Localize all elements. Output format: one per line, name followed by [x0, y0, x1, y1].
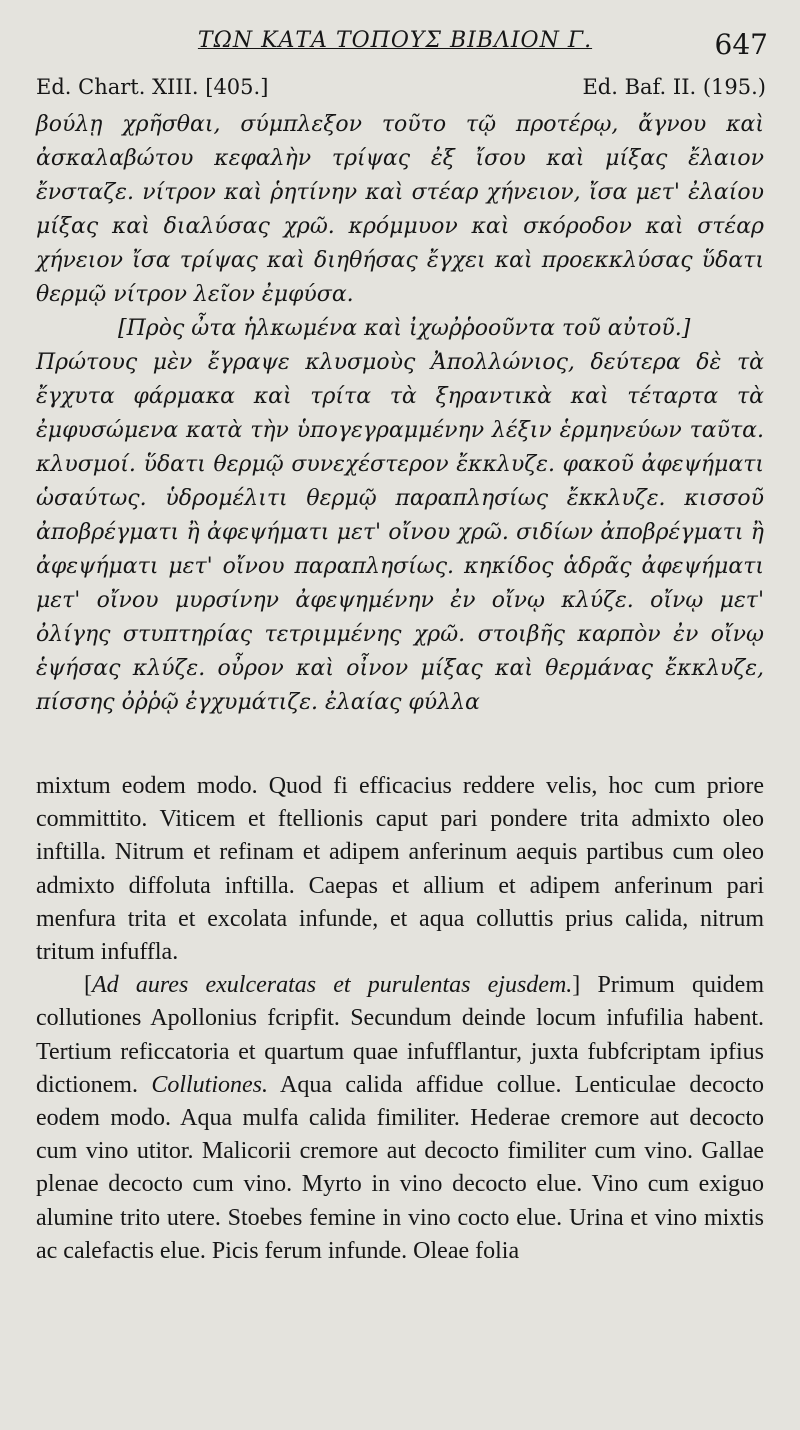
latin-heading-bracket: ]: [572, 972, 581, 999]
latin-heading-bracket: [: [84, 972, 92, 999]
latin-subheading: Collutiones.: [151, 1071, 268, 1098]
greek-paragraph: Πρώτους μὲν ἔγραψε κλυσμοὺς Ἀπολλώνιος, δεύτερα δὲ τὰ ἔγχυτα φάρμακα καὶ τρίτα τὰ ξηραντικὰ καὶ τέταρτα τὰ ἐμφυσώμενα κατὰ τὴν ὑπογεγραμμένην λέξιν ἑρμηνεύων ταῦτα. κλυσμοί. ὕδατι θερμῷ συνεχέστερον ἔκκλυζε. φακοῦ ἀφεψήματι ὡσαύτως. ὑδρομέλιτι θερμῷ παραπλησίως ἔκκλυζε. κισσοῦ ἀποβρέγματι ἢ ἀφεψήματι μετ' οἴνου χρῶ. σιδίων ἀποβρέγματι ἢ ἀφεψήματι μετ' οἴνου παραπλησίως. κηκίδος ἁδρᾶς ἀφεψήματι μετ' οἴνου μυρσίνην ἀφεψημένην ἐν οἴνῳ κλύζε. οἴνῳ μετ' ὀλίγης στυπτηρίας τετριμμένης χρῶ. στοιβῆς καρπὸν ἐν οἴνῳ ἑψήσας κλύζε. οὖρον καὶ οἶνον μίξας καὶ θερμάνας ἔκκλυζε, πίσσης ὀῤῥῷ ἐγχυμάτιζε. ἐλαίας φύλλα: [36, 350, 764, 715]
latin-section-heading: Ad aures exulceratas et purulentas ejusdem.: [92, 972, 573, 999]
chartier-edition-reference: Ed. Chart. XIII. [405.]: [36, 75, 269, 99]
latin-paragraph: [36, 969, 764, 1268]
greek-text-block: [36, 108, 764, 720]
latin-text-run: Primum quidem collutiones Apollonius fcripfit. Secundum deinde locum infufilia habent. Tertium reficcatoria et quartum quae infufflantur, juxta fubfcriptam ipfius dictionem.: [36, 972, 765, 1098]
greek-paragraph: βούλῃ χρῆσθαι, σύμπλεξον τοῦτο τῷ προτέρῳ, ἄγνου καὶ ἀσκαλαβώτου κεφαλὴν τρίψας ἐξ ἴσου καὶ μίξας ἔλαιον ἔνσταζε. νίτρον καὶ ῥητίνην καὶ στέαρ χήνειον, ἴσα μετ' ἐλαίου μίξας καὶ διαλύσας χρῶ. κρόμμυον καὶ σκόροδον καὶ στέαρ χήνειον ἴσα τρίψας καὶ διηθήσας ἔγχει καὶ προεκκλύσας ὕδατι θερμῷ νίτρον λεῖον ἐμφύσα.: [36, 112, 764, 307]
latin-text-run: Aqua calida affidue collue. Lenticulae decocto eodem modo. Aqua mulfa calida fimiliter. Hederae cremore aut decocto cum vino utitor. Malicorii cremore aut decocto fimiliter cum vino. Gallae plenae decocto cum vino. Myrto in vino decocto elue. Vino cum exiguo alumine trito utere. Stoebes femine in vino cocto elue. Urina et vino mixtis ac calefactis elue. Picis ferum infunde. Oleae folia: [36, 1071, 765, 1264]
latin-paragraph: mixtum eodem modo. Quod fi efficacius reddere velis, hoc cum priore committito. Viticem et ftellionis caput pari pondere trita admixto oleo inftilla. Nitrum et refinam et adipem anferinum aequis partibus cum oleo admixto diffoluta inftilla. Caepas et allium et adipem anferinum pari menfura trita et excolata infunde, et aqua colluttis prius calida, nitrum tritum infuffla.: [36, 773, 764, 966]
page-number: 647: [714, 28, 768, 61]
latin-text-block: [36, 770, 764, 1268]
running-title: ΤΩΝ ΚΑΤΑ ΤΟΠΟΥΣ ΒΙΒΛΙΟΝ Γ.: [197, 28, 593, 53]
greek-section-heading: [Πρὸς ὦτα ἡλκωμένα καὶ ἰχωῤῥοοῦντα τοῦ αὐτοῦ.]: [118, 316, 691, 341]
basel-edition-reference: Ed. Baf. II. (195.): [582, 75, 766, 99]
